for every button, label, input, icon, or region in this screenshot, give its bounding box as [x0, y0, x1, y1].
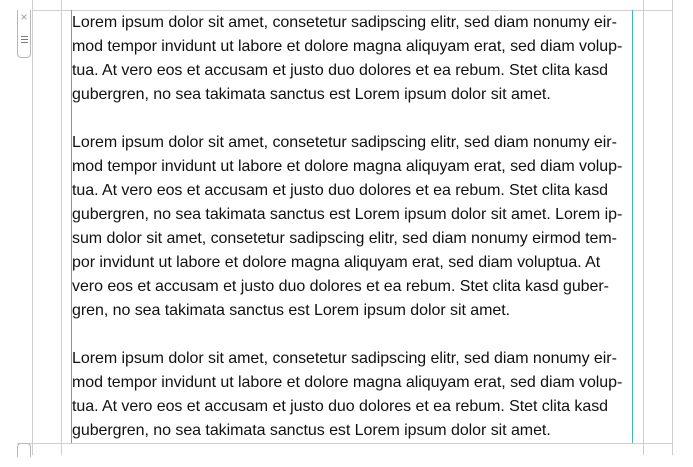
right-margin-guide [672, 0, 673, 455]
paragraph: Lorem ipsum dolor sit amet, consetetur sadipscing elitr, sed diam nonumy eirmod tempor invidunt ut labore et dolore magna aliquyam erat, sed diam voluptua. At vero eos et accusam et justo duo dolores et ea rebum. Stet clita kasd gubergren, no sea takimata sanctus est Lorem ipsum dolor sit amet. [72, 14, 623, 103]
content-left-guide [61, 0, 62, 455]
drag-handle-icon[interactable] [21, 36, 28, 43]
text-content[interactable] [72, 11, 628, 467]
paragraph: Lorem ipsum dolor sit amet, consetetur sadipscing elitr, sed diam nonumy eirmod tempor invidunt ut labore et dolore magna aliquyam erat, sed diam voluptua. At vero eos et accusam et justo duo dolores et ea rebum. Stet clita kasd gubergren, no sea takimata sanctus est Lorem ipsum dolor sit amet. [72, 350, 623, 439]
paragraph: Lorem ipsum dolor sit amet, consetetur sadipscing elitr, sed diam nonumy eirmod tempor invidunt ut labore et dolore magna aliquyam erat, sed diam voluptua. At vero eos et accusam et justo duo dolores et ea rebum. Stet clita kasd gubergren, no sea takimata sanctus est Lorem ipsum dolor sit amet. Lorem ipsum dolor sit amet, consetetur sadipscing elitr, sed diam nonumy eirmod tempor invidunt ut labore et dolore magna aliquyam erat, sed diam voluptua. At vero eos et accusam et justo duo dolores et ea rebum. Stet clita kasd gubergren, no sea takimata sanctus est Lorem ipsum dolor sit amet. [72, 134, 623, 319]
block-handle[interactable] [17, 10, 31, 58]
content-right-guide [643, 0, 644, 455]
close-icon[interactable]: × [20, 10, 28, 24]
left-margin-guide [32, 0, 33, 455]
